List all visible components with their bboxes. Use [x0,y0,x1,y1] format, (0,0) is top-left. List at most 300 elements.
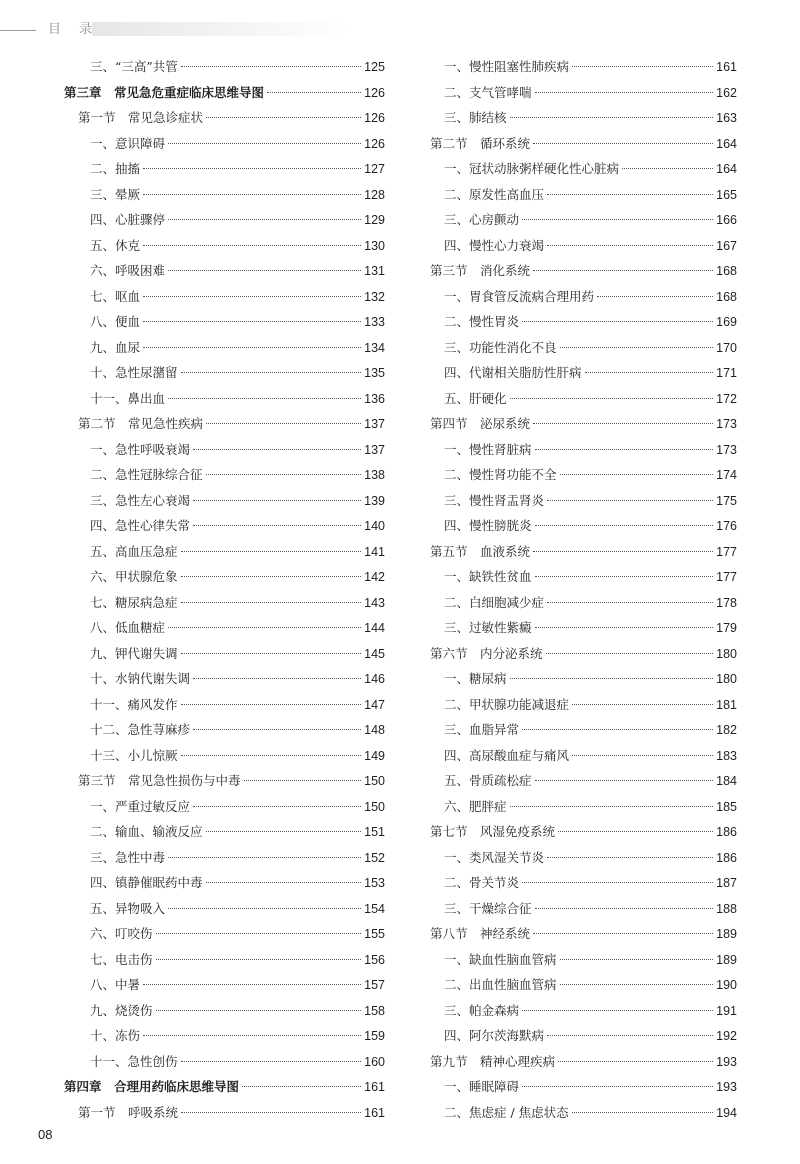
toc-leader-dots [168,857,361,858]
toc-entry-page: 134 [364,340,385,355]
toc-entry-page: 183 [716,748,737,763]
toc-entry-section [64,1100,385,1126]
toc-entry-item [64,488,385,514]
toc-entry-page: 172 [716,391,737,406]
toc-entry-page: 157 [364,978,385,992]
toc-entry-title: 四、急性心律失常 [90,518,191,533]
toc-leader-dots [143,347,361,348]
toc-entry-item [64,182,385,208]
toc-leader-dots [522,219,713,220]
toc-entry-item [64,1049,385,1075]
toc-entry-item [64,54,385,80]
toc-entry-page: 175 [716,493,737,508]
toc-entry-title: 一、慢性肾脏病 [444,441,532,457]
toc-leader-dots [181,372,362,373]
toc-entry-item [430,488,737,514]
toc-entry-title: 二、原发性高血压 [444,186,545,202]
toc-leader-dots [143,321,361,322]
toc-entry-title: 十二、急性荨麻疹 [90,722,191,737]
toc-entry-page: 186 [716,825,737,839]
toc-leader-dots [533,143,713,144]
toc-entry-page: 149 [364,748,385,763]
toc-leader-dots [535,627,714,628]
toc-entry-title: 五、异物吸入 [90,900,166,916]
toc-entry-page: 126 [364,136,385,151]
toc-entry-page: 191 [716,1003,737,1018]
toc-entry-item [430,182,737,208]
toc-leader-dots [168,627,361,628]
toc-entry-title: 四、高尿酸血症与痛风 [444,747,570,763]
toc-leader-dots [168,908,361,909]
toc-entry-item [430,207,737,233]
page-number: 08 [38,1127,53,1142]
toc-entry-title: 三、急性中毒 [90,849,166,865]
toc-entry-title: 四、慢性膀胱炎 [444,518,532,533]
toc-entry-page: 181 [716,697,737,712]
toc-entry-title: 第七节 风湿免疫系统 [430,824,556,839]
toc-entry-page: 145 [364,646,385,661]
toc-entry-page: 144 [364,621,385,635]
toc-entry-title: 一、冠状动脉粥样硬化性心脏病 [444,161,620,176]
toc-entry-item [64,437,385,463]
toc-entry-page: 126 [364,85,385,100]
toc-leader-dots [558,1061,713,1062]
toc-entry-page: 188 [716,901,737,916]
toc-entry-title: 七、电击伤 [90,951,153,967]
toc-entry-section [430,641,737,667]
toc-entry-page: 162 [716,85,737,100]
toc-entry-item [64,896,385,922]
toc-entry-title: 五、休克 [90,237,141,253]
toc-leader-dots [535,92,714,93]
toc-entry-item [64,539,385,565]
toc-leader-dots [168,219,361,220]
toc-entry-title: 九、钾代谢失调 [90,645,178,661]
toc-entry-item [430,54,737,80]
toc-entry-page: 182 [716,723,737,737]
toc-leader-dots [193,525,361,526]
toc-entry-item [64,743,385,769]
toc-entry-title: 第二节 循环系统 [430,135,531,151]
toc-leader-dots [181,66,361,67]
toc-leader-dots [547,194,713,195]
toc-leader-dots [143,296,361,297]
toc-leader-dots [143,984,361,985]
toc-leader-dots [572,1112,713,1113]
toc-entry-item [430,692,737,718]
toc-leader-dots [143,168,361,169]
toc-entry-page: 154 [364,901,385,916]
toc-entry-page: 169 [716,315,737,329]
toc-leader-dots [168,398,361,399]
toc-entry-title: 六、甲状腺危象 [90,569,178,584]
toc-entry-page: 180 [716,672,737,686]
toc-entry-section [64,768,385,794]
toc-entry-title: 六、叮咬伤 [90,926,153,941]
toc-entry-title: 第二节 常见急性疾病 [78,416,204,431]
toc-leader-dots [181,704,362,705]
toc-leader-dots [143,194,361,195]
toc-entry-item [430,335,737,361]
toc-entry-item [64,972,385,998]
toc-leader-dots [206,831,362,832]
toc-leader-dots [558,831,713,832]
toc-entry-page: 148 [364,723,385,737]
toc-entry-item [64,564,385,590]
toc-entry-section [430,258,737,284]
toc-entry-page: 193 [716,1054,737,1069]
toc-entry-item [64,717,385,743]
toc-leader-dots [242,1086,361,1087]
toc-leader-dots [535,525,714,526]
toc-entry-section [430,131,737,157]
toc-entry-item [64,207,385,233]
toc-entry-title: 一、类风湿关节炎 [444,849,545,865]
toc-entry-item [430,896,737,922]
toc-entry-item [430,768,737,794]
toc-entry-item [64,360,385,386]
toc-entry-item [64,258,385,284]
toc-entry-page: 189 [716,952,737,967]
toc-entry-page: 174 [716,468,737,482]
toc-entry-page: 168 [716,289,737,304]
toc-entry-page: 189 [716,927,737,941]
toc-entry-title: 三、过敏性紫癜 [444,620,532,635]
toc-entry-title: 第六节 内分泌系统 [430,645,543,661]
toc-entry-title: 三、帕金森病 [444,1002,520,1018]
toc-leader-dots [168,143,361,144]
toc-entry-title: 二、出血性脑血管病 [444,977,557,992]
toc-entry-page: 159 [364,1029,385,1043]
toc-entry-title: 八、低血糖症 [90,620,166,635]
toc-entry-title: 第八节 神经系统 [430,926,531,941]
toc-entry-title: 四、镇静催眠药中毒 [90,875,203,890]
toc-leader-dots [535,449,714,450]
toc-entry-item [64,386,385,412]
toc-leader-dots [143,245,361,246]
toc-entry-item [64,947,385,973]
toc-entry-title: 三、肺结核 [444,110,507,125]
toc-entry-title: 九、血尿 [90,339,141,355]
toc-entry-page: 184 [716,774,737,788]
toc-entry-title: 二、抽搐 [90,161,141,176]
toc-leader-dots [206,423,361,424]
toc-entry-page: 190 [716,978,737,992]
toc-entry-page: 128 [364,187,385,202]
toc-leader-dots [535,908,714,909]
toc-entry-title: 二、急性冠脉综合征 [90,467,203,482]
toc-entry-title: 三、慢性肾盂肾炎 [444,492,545,508]
toc-entry-item [430,717,737,743]
toc-leader-dots [143,1035,361,1036]
toc-entry-page: 176 [716,519,737,533]
toc-entry-page: 185 [716,799,737,814]
toc-entry-page: 155 [364,927,385,941]
toc-entry-item [64,335,385,361]
toc-leader-dots [547,1035,713,1036]
toc-entry-item [430,1074,737,1100]
toc-entry-title: 一、胃食管反流病合理用药 [444,288,595,304]
toc-entry-page: 153 [364,876,385,890]
toc-entry-page: 194 [716,1105,737,1120]
toc-entry-page: 192 [716,1029,737,1043]
toc-leader-dots [181,576,362,577]
toc-leader-dots [547,245,713,246]
toc-entry-page: 151 [364,825,385,839]
toc-entry-page: 146 [364,672,385,686]
toc-leader-dots [522,729,713,730]
toc-entry-page: 137 [364,417,385,431]
toc-entry-title: 第一节 呼吸系统 [78,1104,179,1120]
toc-leader-dots [244,780,362,781]
toc-header-label: 目 录 [48,22,100,37]
toc-leader-dots [533,551,713,552]
toc-entry-page: 178 [716,595,737,610]
toc-entry-title: 三、晕厥 [90,186,141,202]
toc-entry-title: 十一、鼻出血 [90,390,166,406]
toc-leader-dots [181,653,362,654]
toc-entry-item [430,743,737,769]
toc-entry-page: 140 [364,519,385,533]
toc-entry-page: 127 [364,162,385,176]
toc-entry-item [430,462,737,488]
toc-leader-dots [193,729,361,730]
toc-leader-dots [193,678,361,679]
toc-entry-title: 三、功能性消化不良 [444,339,557,355]
toc-leader-dots [572,66,713,67]
toc-entry-title: 十、冻伤 [90,1028,141,1043]
toc-entry-item [64,284,385,310]
toc-entry-page: 165 [716,187,737,202]
toc-entry-title: 一、缺铁性贫血 [444,569,532,584]
toc-leader-dots [547,500,713,501]
toc-leader-dots [193,449,361,450]
toc-entry-title: 第五节 血液系统 [430,543,531,559]
toc-entry-item [430,845,737,871]
toc-leader-dots [522,1010,713,1011]
toc-entry-item [64,615,385,641]
toc-leader-dots [533,423,713,424]
toc-entry-page: 166 [716,213,737,227]
toc-entry-title: 第三节 消化系统 [430,263,531,278]
toc-entry-title: 七、呕血 [90,288,141,304]
toc-leader-dots [510,806,714,807]
toc-entry-page: 158 [364,1003,385,1018]
toc-entry-title: 一、糖尿病 [444,671,507,686]
toc-leader-dots [193,500,361,501]
toc-leader-dots [622,168,713,169]
toc-entry-title: 十、水钠代谢失调 [90,671,191,686]
toc-leader-dots [193,806,361,807]
toc-entry-page: 186 [716,850,737,865]
toc-leader-dots [267,92,361,93]
toc-entry-title: 五、骨质疏松症 [444,773,532,788]
toc-entry-title: 第三章 常见急危重症临床思维导图 [64,84,265,100]
toc-entry-page: 150 [364,774,385,788]
toc-entry-title: 八、中暑 [90,977,141,992]
toc-entry-page: 152 [364,850,385,865]
toc-entry-item [430,513,737,539]
toc-entry-item [430,947,737,973]
toc-entry-page: 173 [716,417,737,431]
toc-entry-chapter [64,1074,385,1100]
toc-entry-item [64,870,385,896]
toc-entry-item [430,233,737,259]
toc-leader-dots [181,755,362,756]
toc-entry-page: 168 [716,264,737,278]
toc-leader-dots [510,678,714,679]
toc-entry-page: 137 [364,442,385,457]
toc-entry-item [64,666,385,692]
toc-entry-title: 四、心脏骤停 [90,212,166,227]
toc-entry-title: 二、输血、输液反应 [90,824,203,839]
toc-entry-item [64,641,385,667]
toc-leader-dots [156,1010,362,1011]
toc-entry-item [430,386,737,412]
toc-entry-title: 一、缺血性脑血管病 [444,951,557,967]
toc-entry-page: 164 [716,136,737,151]
toc-entry-item [64,513,385,539]
toc-entry-section [430,1049,737,1075]
toc-entry-title: 十三、小儿惊厥 [90,747,178,763]
toc-entry-title: 七、糖尿病急症 [90,594,178,610]
toc-entry-item [64,156,385,182]
toc-entry-title: 二、甲状腺功能减退症 [444,696,570,712]
toc-entry-item [64,1023,385,1049]
header-bar [92,22,350,36]
toc-entry-page: 126 [364,111,385,125]
toc-entry-title: 一、急性呼吸衰竭 [90,441,191,457]
toc-entry-page: 132 [364,289,385,304]
toc-entry-item [430,1100,737,1126]
toc-entry-item [430,972,737,998]
toc-leader-dots [181,602,362,603]
toc-leader-dots [533,270,713,271]
toc-entry-title: 三、急性左心衰竭 [90,492,191,508]
toc-entry-title: 三、干燥综合征 [444,900,532,916]
toc-entry-title: 六、呼吸困难 [90,263,166,278]
toc-entry-title: 八、便血 [90,314,141,329]
toc-leader-dots [206,882,362,883]
toc-leader-dots [547,857,713,858]
toc-leader-dots [560,959,714,960]
toc-entry-title: 十一、急性创伤 [90,1053,178,1069]
toc-entry-title: 二、焦虑症 / 焦虑状态 [444,1104,569,1120]
toc-entry-section [430,921,737,947]
toc-leader-dots [560,984,714,985]
toc-leader-dots [156,959,362,960]
toc-entry-page: 141 [364,544,385,559]
toc-entry-page: 171 [716,366,737,380]
toc-entry-page: 180 [716,646,737,661]
toc-entry-page: 147 [364,697,385,712]
toc-entry-item [64,794,385,820]
toc-entry-item [64,819,385,845]
toc-entry-item [430,437,737,463]
toc-entry-title: 三、血脂异常 [444,722,520,737]
toc-leader-dots [181,551,362,552]
toc-entry-page: 133 [364,315,385,329]
toc-entry-page: 179 [716,621,737,635]
toc-entry-title: 十一、痛风发作 [90,696,178,712]
toc-entry-title: 一、严重过敏反应 [90,798,191,814]
toc-leader-dots [585,372,714,373]
toc-entry-section [430,411,737,437]
toc-entry-page: 143 [364,595,385,610]
toc-entry-title: 六、肥胖症 [444,798,507,814]
toc-entry-title: 五、肝硬化 [444,390,507,406]
toc-entry-item [430,105,737,131]
toc-entry-item [430,1023,737,1049]
toc-entry-item [64,462,385,488]
toc-leader-dots [533,933,713,934]
toc-entry-page: 131 [364,264,385,278]
toc-entry-page: 150 [364,799,385,814]
toc-entry-item [430,564,737,590]
toc-entry-item [430,590,737,616]
toc-entry-title: 第四章 合理用药临床思维导图 [64,1079,240,1094]
toc-entry-item [430,870,737,896]
toc-entry-item [64,233,385,259]
toc-leader-dots [572,755,713,756]
toc-leader-dots [597,296,713,297]
toc-entry-title: 四、阿尔茨海默病 [444,1028,545,1043]
toc-leader-dots [181,1112,361,1113]
toc-entry-title: 三、心房颤动 [444,212,520,227]
toc-entry-page: 177 [716,570,737,584]
toc-entry-title: 九、烧烫伤 [90,1002,153,1018]
toc-entry-title: 一、慢性阻塞性肺疾病 [444,59,570,74]
toc-entry-page: 130 [364,238,385,253]
toc-leader-dots [522,321,713,322]
toc-entry-item [64,309,385,335]
toc-leader-dots [206,117,361,118]
toc-leader-dots [560,347,714,348]
toc-entry-title: 第一节 常见急诊症状 [78,110,204,125]
toc-leader-dots [535,576,714,577]
toc-entry-item [430,284,737,310]
toc-leader-dots [560,474,714,475]
toc-entry-item [64,921,385,947]
toc-leader-dots [181,1061,362,1062]
toc-entry-item [430,666,737,692]
toc-leader-dots [572,704,713,705]
toc-entry-page: 139 [364,493,385,508]
toc-entry-item [430,998,737,1024]
toc-entry-page: 164 [716,162,737,176]
toc-entry-page: 160 [364,1054,385,1069]
toc-leader-dots [168,270,361,271]
toc-entry-page: 187 [716,876,737,890]
toc-entry-title: 十、急性尿潴留 [90,365,178,380]
toc-entry-item [430,794,737,820]
toc-entry-title: 二、白细胞减少症 [444,594,545,610]
toc-right-column [430,54,737,1125]
toc-entry-page: 136 [364,391,385,406]
toc-entry-title: 三、“三高”共管 [90,59,178,74]
toc-leader-dots [510,398,714,399]
toc-entry-section [64,411,385,437]
toc-left-column [64,54,385,1125]
toc-entry-item [430,615,737,641]
toc-entry-page: 170 [716,340,737,355]
toc-entry-item [64,998,385,1024]
toc-entry-page: 129 [364,213,385,227]
toc-leader-dots [522,1086,713,1087]
toc-leader-dots [547,602,713,603]
toc-entry-page: 177 [716,544,737,559]
toc-entry-page: 173 [716,442,737,457]
